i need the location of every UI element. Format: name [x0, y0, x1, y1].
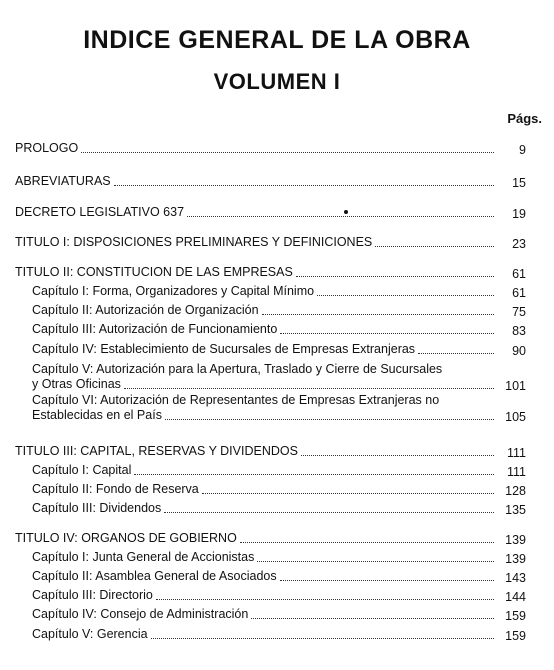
toc-entry-page: 90 — [512, 344, 526, 358]
toc-entry — [0, 265, 554, 280]
toc-entry-page: 143 — [505, 571, 526, 585]
dot-leader — [296, 276, 494, 277]
page-title: INDICE GENERAL DE LA OBRA — [83, 26, 471, 54]
toc-entry-page: 139 — [505, 533, 526, 547]
volume-heading: VOLUMEN I — [213, 69, 341, 94]
toc-entry-title: Capítulo III: Autorización de Funcionamiento — [32, 322, 278, 336]
dot-leader — [114, 185, 494, 186]
toc-entry-title: ABREVIATURAS — [15, 174, 111, 188]
toc-entry — [0, 607, 554, 622]
toc-entry — [0, 342, 554, 357]
toc-entry-title: TITULO III: CAPITAL, RESERVAS Y DIVIDENDOS — [15, 444, 298, 458]
toc-entry-page: 83 — [512, 324, 526, 338]
toc-entry-title: Capítulo IV: Establecimiento de Sucursales de Empresas Extranjeras — [32, 342, 416, 356]
toc-entry — [0, 463, 554, 478]
toc-entry-title: Capítulo V: Gerencia — [32, 627, 148, 641]
toc-entry — [0, 235, 554, 250]
toc-entry-page: 19 — [512, 207, 526, 221]
toc-entry — [0, 393, 554, 423]
toc-entry-title: Capítulo I: Capital — [32, 463, 132, 477]
toc-entry-page: 135 — [505, 503, 526, 517]
toc-entry-title: Capítulo II: Asamblea General de Asociados — [32, 569, 277, 583]
dot-leader — [240, 542, 494, 543]
toc-entry-page: 111 — [506, 446, 526, 460]
dot-leader — [124, 388, 494, 389]
toc-entry-title: Capítulo I: Forma, Organizadores y Capital Mínimo — [32, 284, 315, 298]
dot-leader — [280, 580, 494, 581]
toc-entry-title: Capítulo II: Fondo de Reserva — [32, 482, 199, 496]
dot-leader — [418, 353, 494, 354]
toc-entry — [0, 303, 554, 318]
toc-entry — [0, 550, 554, 565]
toc-entry-page: 144 — [505, 590, 526, 604]
toc-entry — [0, 588, 554, 603]
dot-leader — [375, 246, 494, 247]
dot-leader — [164, 512, 494, 513]
dot-leader — [202, 493, 494, 494]
toc-entry-page: 61 — [512, 267, 526, 281]
toc-entry-title: TITULO I: DISPOSICIONES PRELIMINARES Y DEFINICIONES — [15, 235, 373, 249]
pages-column-label: Págs. — [507, 111, 542, 126]
toc-entry-title: Capítulo III: Directorio — [32, 588, 153, 602]
dot-leader — [257, 561, 494, 562]
toc-entry-title-continued: Establecidas en el País — [32, 408, 162, 422]
dot-leader — [280, 333, 494, 334]
toc-entry — [0, 482, 554, 497]
toc-entry-title-continued: y Otras Oficinas — [32, 377, 121, 391]
toc-entry-page: 159 — [505, 609, 526, 623]
toc-entry-page: 23 — [512, 237, 526, 251]
toc-entry-title: Capítulo I: Junta General de Accionistas — [32, 550, 255, 564]
toc-entry-page: 128 — [505, 484, 526, 498]
dot-leader — [187, 216, 494, 217]
toc-entry-page: 101 — [505, 379, 526, 393]
toc-entry — [0, 444, 554, 459]
toc-entry — [0, 141, 554, 156]
toc-entry-title: Capítulo II: Autorización de Organización — [32, 303, 259, 317]
dot-leader — [251, 618, 494, 619]
dot-leader — [301, 455, 494, 456]
dot-leader — [262, 314, 494, 315]
dot-leader — [81, 152, 494, 153]
toc-entry-page: 15 — [512, 176, 526, 190]
toc-entry-title: Capítulo V: Autorización para la Apertura, Traslado y Cierre de Sucursales — [32, 362, 443, 376]
toc-entry-page: 159 — [505, 629, 526, 643]
toc-entry — [0, 284, 554, 299]
dot-leader — [151, 638, 494, 639]
toc-entry-title: Capítulo VI: Autorización de Representantes de Empresas Extranjeras no — [32, 393, 440, 407]
dot-leader — [134, 474, 494, 475]
toc-entry — [0, 174, 554, 189]
toc-entry-title: TITULO IV: ORGANOS DE GOBIERNO — [15, 531, 237, 545]
toc-entry-title: TITULO II: CONSTITUCION DE LAS EMPRESAS — [15, 265, 293, 279]
toc-entry-page: 111 — [506, 465, 526, 479]
dot-leader — [317, 295, 494, 296]
toc-entry — [0, 362, 554, 392]
toc-entry — [0, 627, 554, 642]
toc-entry-page: 9 — [519, 143, 526, 157]
toc-entry — [0, 531, 554, 546]
toc-entry-page: 105 — [505, 410, 526, 424]
dot-leader — [165, 419, 494, 420]
toc-entry-page: 75 — [512, 305, 526, 319]
toc-entry-title: PROLOGO — [15, 141, 79, 155]
toc-entry — [0, 322, 554, 337]
toc-entry-page: 61 — [512, 286, 526, 300]
toc-entry-title: Capítulo III: Dividendos — [32, 501, 162, 515]
toc-entry-title: DECRETO LEGISLATIVO 637 — [15, 205, 185, 219]
toc-entry — [0, 501, 554, 516]
toc-entry-title: Capítulo IV: Consejo de Administración — [32, 607, 249, 621]
dot-leader — [156, 599, 494, 600]
toc-entry — [0, 569, 554, 584]
toc-entry-page: 139 — [505, 552, 526, 566]
toc-entry — [0, 205, 554, 220]
